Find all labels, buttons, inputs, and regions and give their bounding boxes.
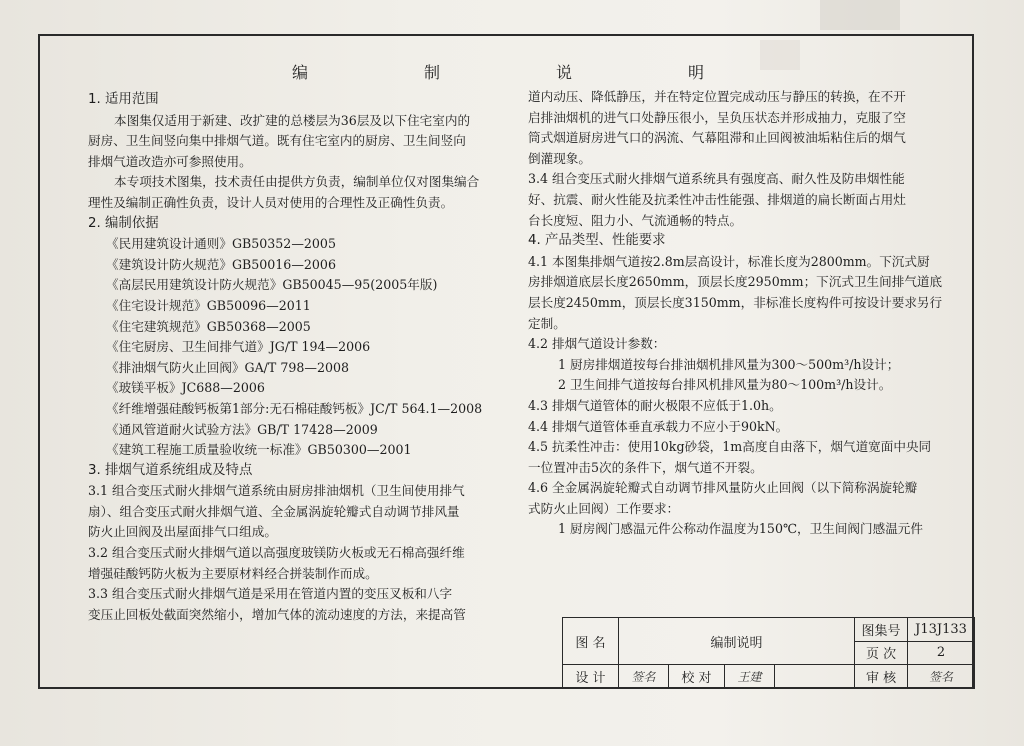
text-line: 一位置冲击5次的条件下，烟气道不开裂。 [528, 459, 763, 475]
text-line: 增强硅酸钙防火板为主要原材料经合拼装制作而成。 [88, 565, 378, 581]
text-line: 1 厨房阀门感温元件公称动作温度为150℃，卫生间阀门感温元件 [558, 521, 923, 537]
text-line: 倒灌现象。 [528, 150, 591, 166]
text-line: 《玻镁平板》JC688—2006 [106, 380, 265, 396]
reviewer-signature: 签名 [908, 665, 975, 689]
text-line: 《高层民用建筑设计防火规范》GB50045—95(2005年版) [106, 277, 438, 293]
text-line: 式防火止回阀）工作要求： [528, 500, 680, 516]
scan-blemish [820, 0, 900, 30]
title-value: 编制说明 [619, 618, 855, 665]
text-line: 2 卫生间排气道按每台排风机排风量为80～100m³/h设计。 [558, 377, 892, 393]
text-line: 房排烟道底层长度2650mm，顶层长度2950mm；下沉式卫生间排气道底 [528, 274, 943, 290]
text-line: 本专项技术图集，技术责任由提供方负责，编制单位仅对图集编合 [114, 174, 480, 190]
title-label: 图 名 [563, 618, 619, 665]
text-line: 4.5 抗柔性冲击：使用10kg砂袋，1m高度自由落下，烟气道宽面中央同 [528, 439, 932, 455]
text-line: 层长度2450mm，顶层长度3150mm，非标准长度构件可按设计要求另行 [528, 294, 943, 310]
text-line: 《住宅设计规范》GB50096—2011 [106, 297, 311, 313]
text-line: 台长度短、阻力小、气流通畅的特点。 [528, 212, 743, 228]
text-line: 4.3 排烟气道管体的耐火极限不应低于1.0h。 [528, 397, 782, 413]
atlas-number-value: J13J133 [908, 618, 975, 642]
text-line: 好、抗震、耐火性能及抗柔性冲击性能强、排烟道的扁长断面占用灶 [528, 191, 906, 207]
text-line: 《排油烟气防火止回阀》GA/T 798—2008 [106, 359, 350, 375]
page-number-label: 页 次 [855, 641, 908, 665]
text-line: 4.6 全金属涡旋轮瓣式自动调节排风量防火止回阀（以下简称涡旋轮瓣 [528, 480, 918, 496]
text-line: 理性及编制正确性负责，设计人员对使用的合理性及正确性负责。 [88, 194, 454, 210]
text-line: 筒式烟道厨房进气口的涡流、气幕阻滞和止回阀被油垢粘住后的烟气 [528, 130, 906, 146]
text-line: 3.3 组合变压式耐火排烟气道是采用在管道内置的变压叉板和八字 [88, 586, 453, 602]
atlas-number-label: 图集号 [855, 618, 908, 642]
text-line: 启排油烟机的进气口处静压很小，呈负压状态并形成抽力，克服了空 [528, 109, 906, 125]
title-block [562, 617, 975, 689]
text-line: 《通风管道耐火试验方法》GB/T 17428—2009 [106, 421, 378, 437]
text-line: 3.1 组合变压式耐火排烟气道系统由厨房排油烟机（卫生间使用排气 [88, 483, 465, 499]
text-line: 道内动压、降低静压，并在特定位置完成动压与静压的转换，在不开 [528, 89, 906, 104]
text-line: 3.2 组合变压式耐火排烟气道以高强度玻镁防火板或无石棉高强纤维 [88, 545, 465, 561]
text-line: 《住宅厨房、卫生间排气道》JG/T 194—2006 [106, 339, 371, 355]
text-line: 3.4 组合变压式耐火排烟气道系统具有强度高、耐久性及防串烟性能 [528, 171, 905, 187]
text-line: 厨房、卫生间竖向集中排烟气道。既有住宅室内的厨房、卫生间竖向 [88, 133, 466, 149]
text-line: 排烟气道改造亦可参照使用。 [88, 153, 252, 169]
page-number-value: 2 [908, 641, 975, 665]
text-line: 《住宅建筑规范》GB50368—2005 [106, 318, 311, 334]
text-line: 变压止回板处截面突然缩小，增加气体的流动速度的方法，来提高管 [88, 606, 466, 622]
text-line: 本图集仅适用于新建、改扩建的总楼层为36层及以下住宅室内的 [114, 112, 471, 128]
text-line: 定制。 [528, 315, 566, 331]
designer-signature: 签名 [619, 665, 669, 689]
right-column [528, 87, 948, 540]
text-line: 《民用建筑设计通则》GB50352—2005 [106, 236, 336, 252]
section-heading: 3. 排烟气道系统组成及特点 [88, 462, 253, 478]
checker-signature: 王建 [725, 665, 775, 689]
text-line: 4.1 本图集排烟气道按2.8m层高设计，标准长度为2800mm。下沉式厨 [528, 253, 930, 269]
text-line: 4.2 排烟气道设计参数： [528, 336, 666, 352]
section-heading: 4. 产品类型、性能要求 [528, 233, 666, 249]
reviewer-label: 审 核 [855, 665, 908, 689]
text-line: 《建筑工程施工质量验收统一标准》GB50300—2001 [106, 442, 412, 458]
text-line: 4.4 排烟气道管体垂直承载力不应小于90kN。 [528, 418, 789, 434]
page-title: 编 制 说 明 [291, 63, 732, 82]
section-heading: 2. 编制依据 [88, 215, 159, 231]
left-column [88, 90, 498, 625]
text-line: 《建筑设计防火规范》GB50016—2006 [106, 256, 336, 272]
checker-label: 校 对 [669, 665, 725, 689]
designer-label: 设 计 [563, 665, 619, 689]
text-line: 《纤维增强硅酸钙板第1部分:无石棉硅酸钙板》JC/T 564.1—2008 [106, 400, 483, 416]
text-line: 1 厨房排烟道按每台排油烟机排风量为300～500m³/h设计； [558, 356, 900, 372]
text-line: 扇）、组合变压式耐火排烟气道、全金属涡旋轮瓣式自动调节排风量 [88, 503, 460, 519]
text-line: 防火止回阀及出屋面排气口组成。 [88, 524, 277, 540]
section-heading: 1. 适用范围 [88, 92, 159, 107]
